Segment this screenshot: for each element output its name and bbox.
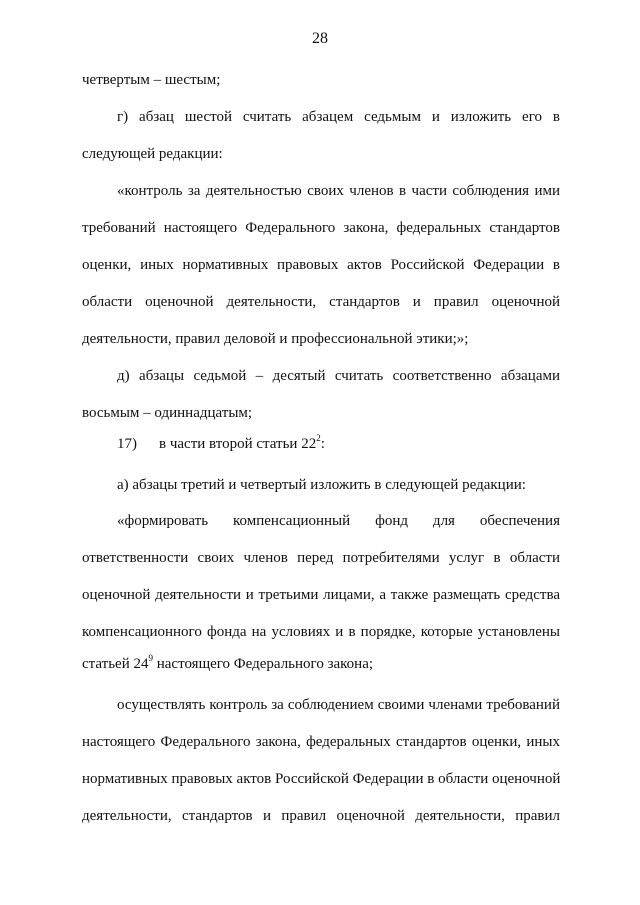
page-number: 28 — [312, 30, 328, 47]
text-line: оценки, иных нормативных правовых актов Российской Федерации в — [82, 257, 560, 273]
text-fragment: настоящего Федерального закона; — [153, 656, 374, 672]
text-line: области оценочной деятельности, стандартов и правил оценочной — [82, 294, 560, 310]
text-line — [82, 654, 560, 675]
text-line: ответственности своих членов перед потребителями услуг в области — [82, 550, 560, 566]
quote-line: «формировать компенсационный фонд для обеспечения — [117, 513, 560, 529]
text-line: оценочной деятельности и третьими лицами, а также размещать средства — [82, 587, 560, 603]
text-line: нормативных правовых актов Российской Федерации в области оценочной — [82, 771, 561, 787]
item-colon: : — [320, 436, 325, 452]
text-line: восьмым – одиннадцатым; — [82, 405, 253, 421]
quote-line: «контроль за деятельностью своих членов в части соблюдения ими — [117, 183, 560, 199]
superscript: 2 — [316, 433, 321, 443]
text-line: деятельности, правил деловой и профессиональной этики;»; — [82, 331, 469, 347]
paragraph-line: осуществлять контроль за соблюдением своими членами требований — [117, 697, 560, 713]
text-line: четвертым – шестым; — [82, 72, 221, 88]
text-line: требований настоящего Федерального закона, федеральных стандартов — [82, 220, 560, 236]
text-line: компенсационного фонда на условиях и в порядке, которые установлены — [82, 624, 560, 640]
paragraph-d-line: д) абзацы седьмой – десятый считать соответственно абзацами — [117, 368, 560, 384]
item-17-line — [117, 434, 560, 455]
text-line: настоящего Федерального закона, федеральных стандартов оценки, иных — [82, 734, 560, 750]
superscript: 9 — [148, 653, 153, 663]
text-line: следующей редакции: — [82, 146, 223, 162]
text-fragment: статьей 24 — [82, 656, 149, 672]
item-number: 17) — [117, 436, 137, 452]
paragraph-a-line: а) абзацы третий и четвертый изложить в следующей редакции: — [117, 477, 526, 493]
paragraph-g-line: г) абзац шестой считать абзацем седьмым и изложить его в — [117, 109, 560, 125]
text-line: деятельности, стандартов и правил оценочной деятельности, правил — [82, 808, 560, 824]
item-text: в части второй статьи 22 — [159, 436, 317, 452]
